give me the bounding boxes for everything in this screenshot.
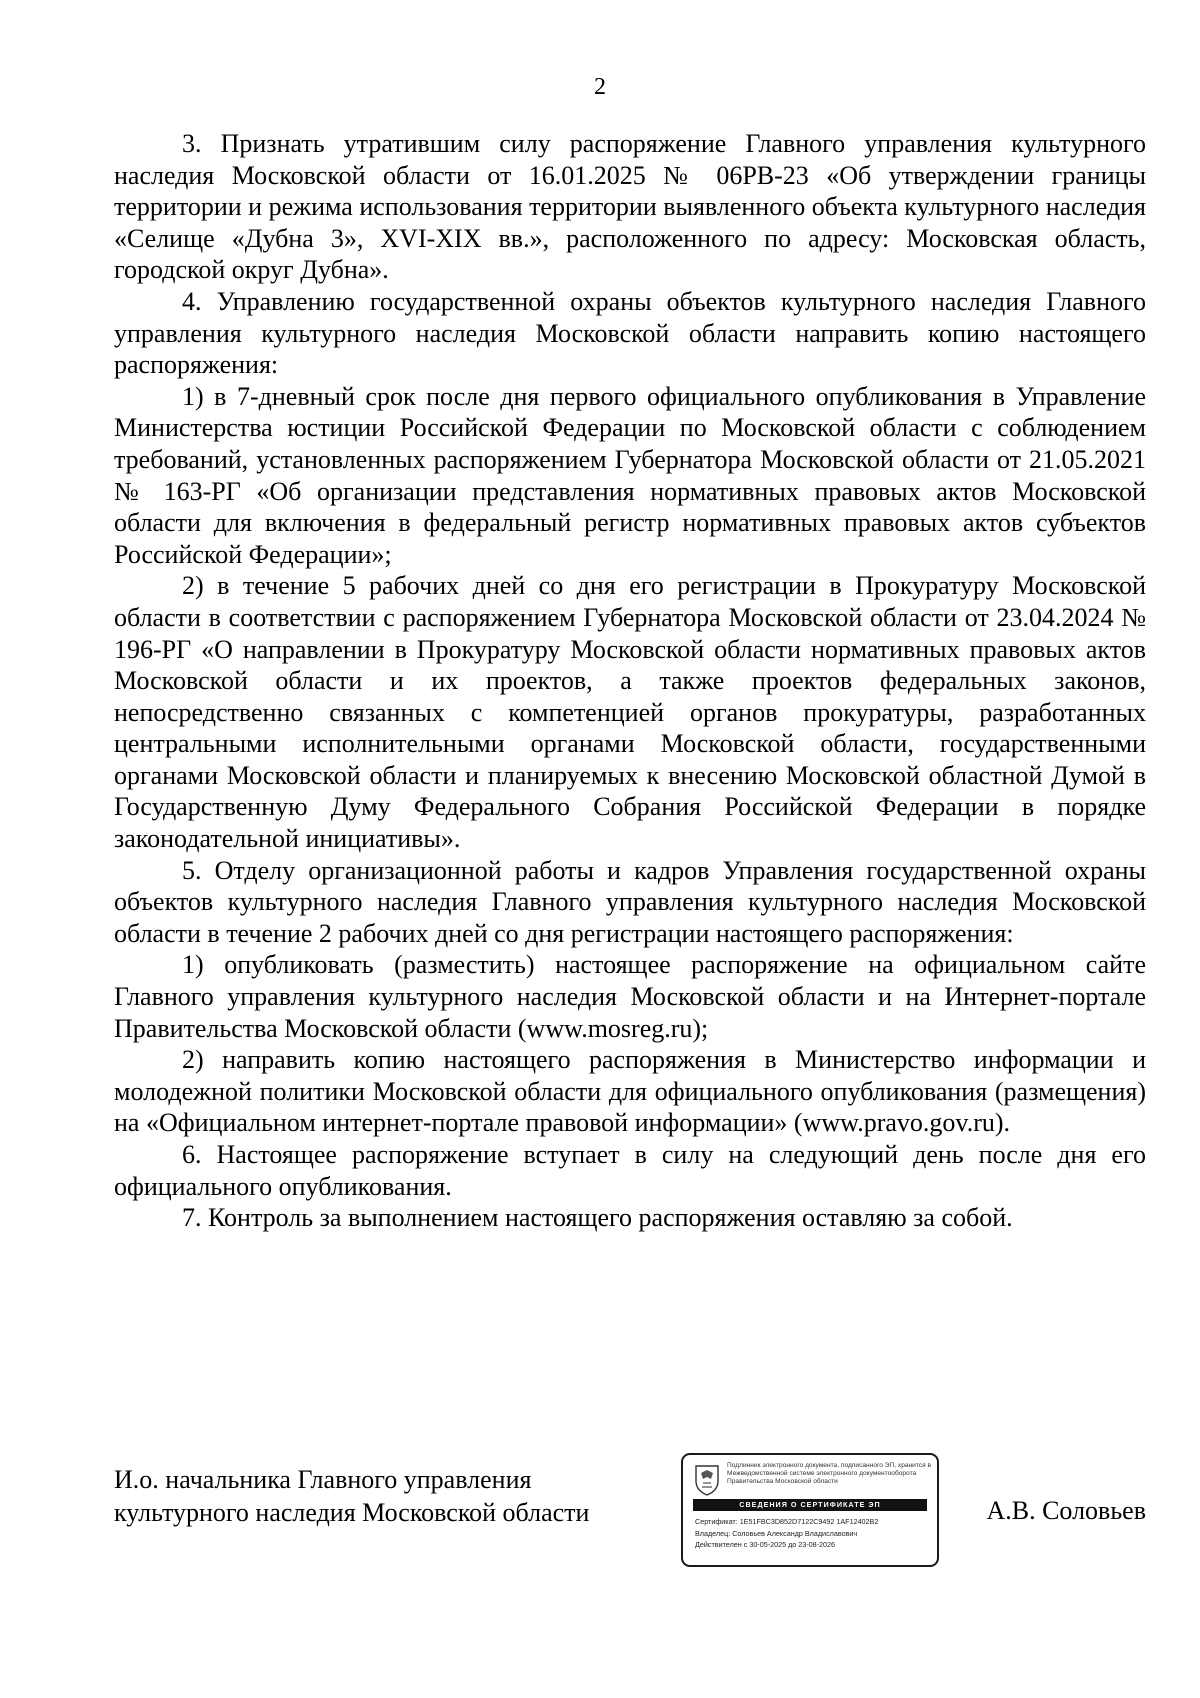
electronic-signature-stamp <box>681 1453 939 1567</box>
paragraph-3: 3. Признать утратившим силу распоряжение Главного управления культурного наследия Московской области от 16.01.2025 № 06РВ-23 «Об утверждении границы территории и режима использования территории выявленного объекта культурного наследия «Селище «Дубна 3», XVI-XIX вв.», расположенного по адресу: Московская область, городской округ Дубна». <box>114 129 1146 285</box>
paragraph-5: 5. Отделу организационной работы и кадров Управления государственной охраны объектов культурного наследия Главного управления культурного наследия Московской области в течение 2 рабочих дней со дня регистрации настоящего распоряжения: <box>114 855 1146 948</box>
paragraph-4-item-1: 1) в 7-дневный срок после дня первого официального опубликования в Управление Министерства юстиции Российской Федерации по Московской области с соблюдением требований, установленных распоряжением Губернатора Московской области от 21.05.2021 № 163-РГ «Об организации представления нормативных правовых актов Московской области для включения в федеральный регистр нормативных правовых актов субъектов Российской Федерации»; <box>114 381 1146 569</box>
paragraph-5-item-2: 2) направить копию настоящего распоряжения в Министерство информации и молодежной политики Московской области для официального опубликования (размещения) на «Официальном интернет-портале правовой информации» (www.pravo.gov.ru). <box>114 1045 1146 1138</box>
stamp-certificate-bar: СВЕДЕНИЯ О СЕРТИФИКАТЕ ЭП <box>693 1499 927 1511</box>
signatory-name: А.В. Соловьев <box>986 1496 1146 1525</box>
stamp-certificate-number: Сертификат: 1E51FBC3D852D7122C9492 1AF12402B2 <box>695 1517 879 1526</box>
page-number: 2 <box>594 74 606 100</box>
signatory-title-line-1: И.о. начальника Главного управления <box>114 1465 532 1494</box>
paragraph-7: 7. Контроль за выполнением настоящего распоряжения оставляю за собой. <box>182 1203 1013 1233</box>
paragraph-5-item-1: 1) опубликовать (разместить) настоящее распоряжение на официальном сайте Главного управления культурного наследия Московской области и на Интернет-портале Правительства Московской области (www.mosreg.ru); <box>114 950 1146 1043</box>
paragraph-4-item-2: 2) в течение 5 рабочих дней со дня его регистрации в Прокуратуру Московской области в соответствии с распоряжением Губернатора Московской области от 23.04.2024 № 196-РГ «О направлении в Прокуратуру Московской области нормативных правовых актов Московской области и их проектов, а также проектов федеральных законов, непосредственно связанных с компетенцией органов прокуратуры, разработанных центральными исполнительными органами Московской области, государственными органами Московской области и планируемых к внесению Московской областной Думой в Государственную Думу Федерального Собрания Российской Федерации в порядке законодательной инициативы». <box>114 571 1146 854</box>
stamp-owner: Владелец: Соловьев Александр Владиславович <box>695 1528 858 1538</box>
stamp-validity: Действителен с 30-05-2025 до 23-08-2026 <box>695 1540 836 1549</box>
signatory-title-line-2: культурного наследия Московской области <box>114 1498 590 1527</box>
stamp-header-text: Подлинник электронного документа, подписанного ЭП, хранится в Межведомственной системе электронного документооборота Правительства Московской области <box>727 1462 932 1486</box>
coat-of-arms-icon <box>693 1464 721 1496</box>
signatory-title <box>114 1463 589 1529</box>
paragraph-4: 4. Управлению государственной охраны объектов культурного наследия Главного управления культурного наследия Московской области направить копию настоящего распоряжения: <box>114 286 1146 380</box>
paragraph-6: 6. Настоящее распоряжение вступает в силу на следующий день после дня его официального опубликования. <box>114 1140 1146 1201</box>
signature-block <box>114 1463 1146 1583</box>
stamp-details <box>695 1516 931 1551</box>
document-body <box>114 128 1146 1234</box>
